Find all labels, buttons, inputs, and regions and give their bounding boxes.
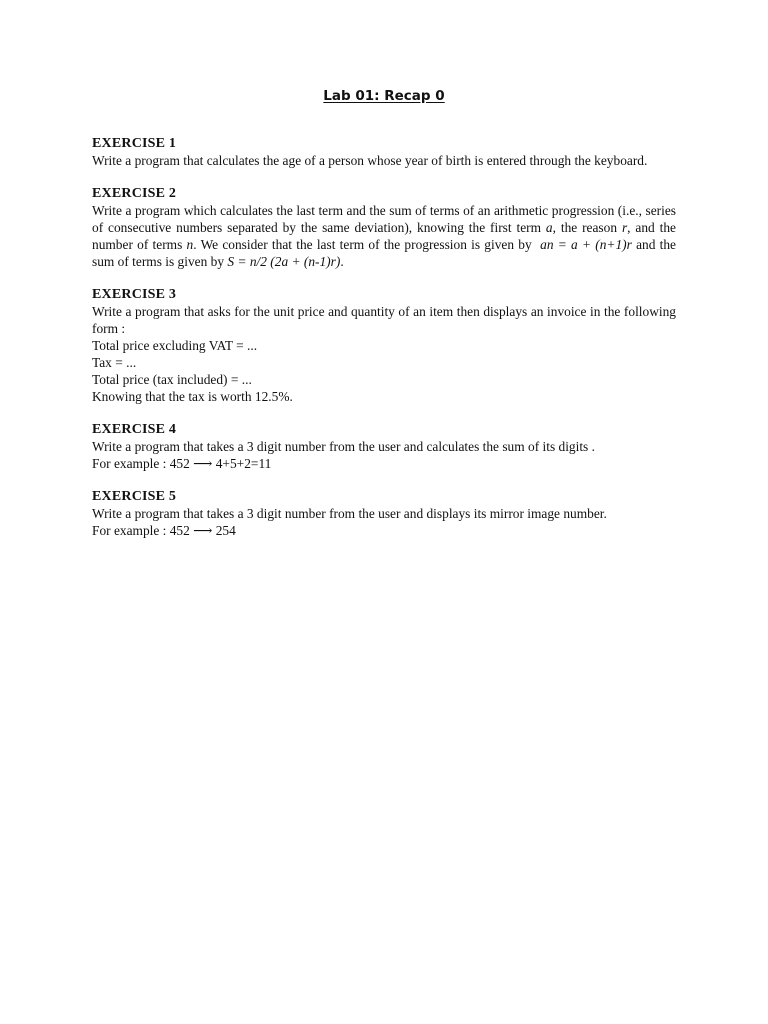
exercise-text: Write a program that asks for the unit price and quantity of an item then displays an invoice in the following form :: [92, 304, 676, 336]
page-title: Lab 01: Recap 0: [323, 88, 445, 104]
exercise-3: [92, 286, 676, 405]
exercise-heading: EXERCISE 3: [92, 287, 177, 302]
invoice-line-tax: Tax = ...: [92, 355, 137, 370]
exercise-example: For example : 452 ⟶ 254: [92, 523, 236, 538]
exercise-4: [92, 421, 676, 472]
exercise-text: [92, 202, 676, 270]
variable-n: n: [186, 237, 194, 252]
exercise-text: Write a program that takes a 3 digit number from the user and displays its mirror image number.: [92, 506, 607, 521]
exercise-heading: EXERCISE 2: [92, 186, 177, 201]
exercise-2: [92, 185, 676, 270]
invoice-line-total-excl-vat: Total price excluding VAT = ...: [92, 338, 258, 353]
exercise-text: Write a program that takes a 3 digit number from the user and calculates the sum of its digits .: [92, 439, 595, 454]
exercise-1: [92, 135, 676, 169]
exercise-text: Write a program that calculates the age of a person whose year of birth is entered through the keyboard.: [92, 153, 648, 168]
document-content: [92, 135, 676, 555]
variable-a: a: [545, 220, 553, 235]
formula-last-term: an = a + (n+1)r: [540, 237, 632, 252]
exercise-example: For example : 452 ⟶ 4+5+2=11: [92, 456, 272, 471]
variable-r: r: [621, 220, 628, 235]
invoice-line-total-incl-tax: Total price (tax included) = ...: [92, 372, 252, 387]
exercise-heading: EXERCISE 4: [92, 422, 177, 437]
tax-rate-note: Knowing that the tax is worth 12.5%.: [92, 389, 293, 404]
text-segment: .: [340, 254, 344, 269]
text-segment: , and the number of terms: [92, 220, 676, 252]
text-segment: , the reason: [552, 220, 618, 235]
formula-sum: S = n/2 (2a + (n-1)r): [227, 254, 341, 269]
text-segment: and the sum of terms is given by: [92, 237, 676, 269]
exercise-heading: EXERCISE 5: [92, 489, 177, 504]
exercise-5: [92, 488, 676, 539]
exercise-heading: EXERCISE 1: [92, 136, 177, 151]
text-segment: . We consider that the last term of the progression is given by: [193, 237, 532, 252]
text-segment: Write a program which calculates the last term and the sum of terms of an arithmetic progression (i.e., series of consecutive numbers separated by the same deviation), knowing the first term: [92, 203, 676, 235]
